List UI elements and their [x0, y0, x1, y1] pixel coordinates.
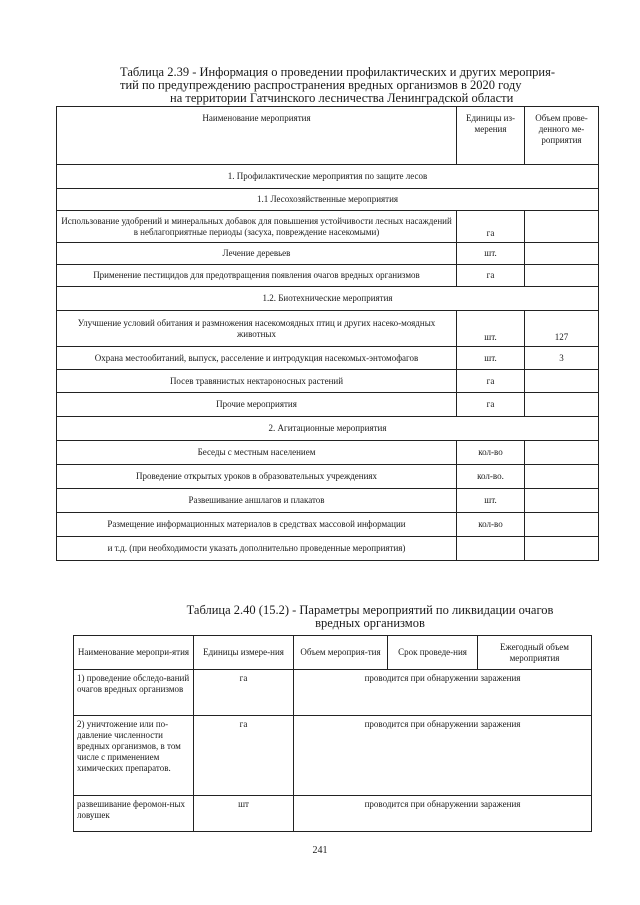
col-header-volume: Объем прове-денного ме-роприятия: [525, 107, 599, 165]
table-row-unit: кол-во.: [457, 465, 525, 489]
table-row-volume: [525, 265, 599, 287]
table-row-volume: [525, 370, 599, 393]
table2-caption: [150, 604, 590, 630]
col-header-term: Срок проведе-ния: [388, 636, 478, 670]
table-row-unit: [457, 537, 525, 561]
table2-caption-line1: Таблица 2.40 (15.2) - Параметры мероприятий по ликвидации очагов: [186, 603, 554, 617]
col-header-name: Наименование мероприятия: [57, 107, 457, 165]
subsection-heading: 1.1 Лесохозяйственные мероприятия: [57, 189, 599, 211]
col-header-unit: Единицы измере-ния: [194, 636, 294, 670]
table-row-unit: шт.: [457, 347, 525, 370]
table-row-name: Прочие мероприятия: [57, 393, 457, 417]
subsection-heading: 1.2. Биотехнические мероприятия: [57, 287, 599, 311]
table-row-unit: га: [457, 265, 525, 287]
table1-caption-line2: тий по предупреждению распространения вредных организмов в 2020 году: [120, 78, 522, 92]
table-row-unit: га: [457, 393, 525, 417]
table-row-unit: шт.: [457, 311, 525, 347]
table-row-name: Охрана местообитаний, выпуск, расселение и интродукция насекомых-энтомофагов: [57, 347, 457, 370]
table-row-name: Посев травянистых нектароносных растений: [57, 370, 457, 393]
table-row-name: 2) уничтожение или по-давление численности вредных организмов, в том числе с применением химических препаратов.: [74, 716, 194, 796]
table-row-note: проводится при обнаружении заражения: [294, 796, 592, 832]
section-heading: 2. Агитационные мероприятия: [57, 417, 599, 441]
liquidation-params-table: [73, 635, 592, 832]
table-row-volume: [525, 393, 599, 417]
table-row-unit: шт: [194, 796, 294, 832]
table-row-volume: [525, 465, 599, 489]
table1-caption: [120, 66, 600, 105]
table-row-name: 1) проведение обследо-ваний очагов вредных организмов: [74, 670, 194, 716]
col-header-volume: Объем мероприя-тия: [294, 636, 388, 670]
table-row-volume: [525, 537, 599, 561]
table-row-name: и т.д. (при необходимости указать дополнительно проведенные мероприятия): [57, 537, 457, 561]
table-row-unit: га: [194, 716, 294, 796]
table-row-volume: [525, 211, 599, 243]
table-row-volume: [525, 243, 599, 265]
table-row-name: Проведение открытых уроков в образовательных учреждениях: [57, 465, 457, 489]
table-row-unit: кол-во: [457, 441, 525, 465]
table-row-unit: кол-во: [457, 513, 525, 537]
table-row-volume: 127: [525, 311, 599, 347]
col-header-unit: Единицы из-мерения: [457, 107, 525, 165]
table-row-unit: шт.: [457, 489, 525, 513]
table-row-name: развешивание феромон-ных ловушек: [74, 796, 194, 832]
table-row-name: Улучшение условий обитания и размножения насекомоядных птиц и других насеко-моядных животных: [57, 311, 457, 347]
col-header-name: Наименование меропри-ятия: [74, 636, 194, 670]
table-row-name: Применение пестицидов для предотвращения появления очагов вредных организмов: [57, 265, 457, 287]
table-row-name: Развешивание аншлагов и плакатов: [57, 489, 457, 513]
table1-caption-line1: Таблица 2.39 - Информация о проведении профилактических и других мероприя-: [120, 65, 555, 79]
page-number: 241: [312, 845, 328, 856]
table-row-unit: га: [194, 670, 294, 716]
table-row-volume: [525, 513, 599, 537]
table-row-unit: шт.: [457, 243, 525, 265]
table-row-note: проводится при обнаружении заражения: [294, 716, 592, 796]
table2-caption-line2: вредных организмов: [315, 616, 425, 630]
table-row-name: Использование удобрений и минеральных добавок для повышения устойчивости лесных насаждений в неблагоприятные периоды (засуха, повреждение насекомыми): [57, 211, 457, 243]
table-row-volume: [525, 489, 599, 513]
col-header-annual: Ежегодный объем мероприятия: [478, 636, 592, 670]
table-row-name: Лечение деревьев: [57, 243, 457, 265]
table1-caption-line3: на территории Гатчинского лесничества Ленинградской области: [170, 91, 514, 105]
table-row-unit: га: [457, 211, 525, 243]
table-row-volume: [525, 441, 599, 465]
table-row-name: Размещение информационных материалов в средствах массовой информации: [57, 513, 457, 537]
table-row-note: проводится при обнаружении заражения: [294, 670, 592, 716]
activities-table: [56, 106, 599, 561]
table-row-volume: 3: [525, 347, 599, 370]
table-row-unit: га: [457, 370, 525, 393]
table-row-name: Беседы с местным населением: [57, 441, 457, 465]
section-heading: 1. Профилактические мероприятия по защите лесов: [57, 165, 599, 189]
